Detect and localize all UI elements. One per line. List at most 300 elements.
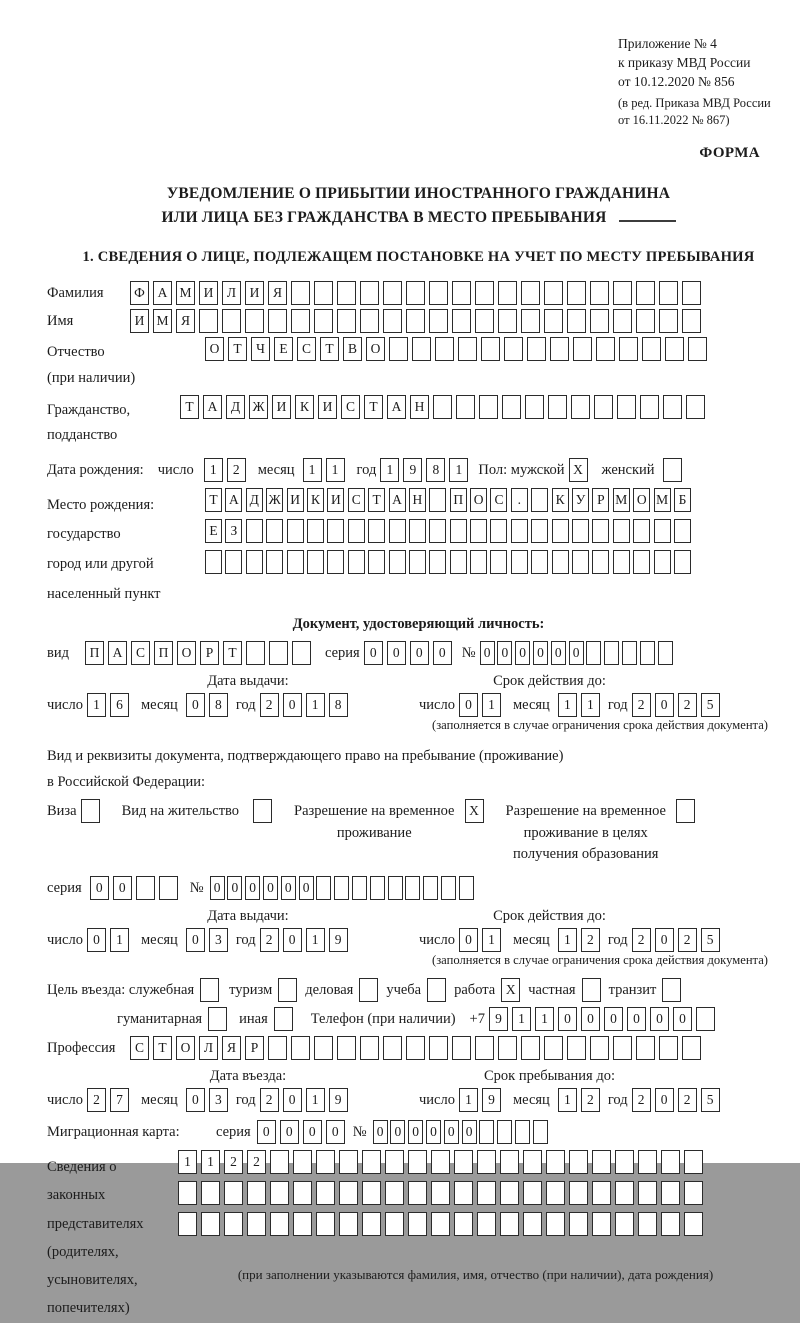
char-cell[interactable]: 1 bbox=[201, 1150, 220, 1174]
char-cell[interactable]: Ж bbox=[249, 395, 268, 419]
char-cell[interactable] bbox=[247, 1181, 266, 1205]
char-cell[interactable] bbox=[663, 395, 682, 419]
char-cell[interactable] bbox=[552, 550, 569, 574]
char-cell[interactable] bbox=[523, 1181, 542, 1205]
char-cell[interactable] bbox=[523, 1212, 542, 1236]
char-cell[interactable] bbox=[592, 1212, 611, 1236]
char-cell[interactable]: О bbox=[470, 488, 487, 512]
char-cell[interactable] bbox=[246, 519, 263, 543]
char-cell[interactable] bbox=[409, 519, 426, 543]
char-cell[interactable]: М bbox=[153, 309, 172, 333]
birth-year-field[interactable] bbox=[380, 458, 472, 482]
char-cell[interactable] bbox=[293, 1212, 312, 1236]
char-cell[interactable]: 1 bbox=[87, 693, 106, 717]
char-cell[interactable] bbox=[454, 1212, 473, 1236]
char-cell[interactable] bbox=[661, 1181, 680, 1205]
doc-number-field[interactable] bbox=[480, 641, 676, 665]
entry-year[interactable] bbox=[260, 1088, 352, 1112]
char-cell[interactable]: 2 bbox=[632, 693, 651, 717]
char-cell[interactable] bbox=[337, 309, 356, 333]
char-cell[interactable] bbox=[412, 337, 431, 361]
char-cell[interactable]: М bbox=[654, 488, 671, 512]
char-cell[interactable] bbox=[208, 1007, 227, 1031]
char-cell[interactable]: Д bbox=[246, 488, 263, 512]
char-cell[interactable] bbox=[334, 876, 349, 900]
char-cell[interactable]: 0 bbox=[373, 1120, 388, 1144]
char-cell[interactable]: А bbox=[153, 281, 172, 305]
char-cell[interactable] bbox=[523, 1150, 542, 1174]
char-cell[interactable]: 0 bbox=[303, 1120, 322, 1144]
char-cell[interactable] bbox=[500, 1181, 519, 1205]
char-cell[interactable] bbox=[661, 1212, 680, 1236]
char-cell[interactable]: 0 bbox=[581, 1007, 600, 1031]
char-cell[interactable]: 9 bbox=[329, 928, 348, 952]
char-cell[interactable] bbox=[475, 309, 494, 333]
char-cell[interactable]: 1 bbox=[306, 928, 325, 952]
representatives-row2[interactable] bbox=[178, 1181, 773, 1205]
char-cell[interactable]: Т bbox=[205, 488, 222, 512]
char-cell[interactable] bbox=[659, 309, 678, 333]
char-cell[interactable] bbox=[383, 309, 402, 333]
char-cell[interactable]: Е bbox=[274, 337, 293, 361]
char-cell[interactable] bbox=[636, 309, 655, 333]
char-cell[interactable]: . bbox=[511, 488, 528, 512]
char-cell[interactable] bbox=[511, 550, 528, 574]
char-cell[interactable] bbox=[531, 519, 548, 543]
char-cell[interactable]: Б bbox=[674, 488, 691, 512]
purpose-transit-checkbox[interactable] bbox=[662, 978, 685, 1002]
char-cell[interactable]: Я bbox=[222, 1036, 241, 1060]
char-cell[interactable] bbox=[638, 1150, 657, 1174]
char-cell[interactable]: 2 bbox=[632, 1088, 651, 1112]
char-cell[interactable]: А bbox=[108, 641, 127, 665]
temp-permit-checkbox[interactable] bbox=[465, 799, 488, 823]
char-cell[interactable]: 0 bbox=[113, 876, 132, 900]
char-cell[interactable]: О bbox=[176, 1036, 195, 1060]
char-cell[interactable]: 0 bbox=[283, 693, 302, 717]
char-cell[interactable]: С bbox=[130, 1036, 149, 1060]
char-cell[interactable] bbox=[567, 281, 586, 305]
visa-checkbox[interactable] bbox=[81, 799, 104, 823]
char-cell[interactable] bbox=[337, 1036, 356, 1060]
char-cell[interactable]: 0 bbox=[426, 1120, 441, 1144]
char-cell[interactable]: 0 bbox=[627, 1007, 646, 1031]
char-cell[interactable] bbox=[178, 1212, 197, 1236]
char-cell[interactable] bbox=[544, 281, 563, 305]
char-cell[interactable]: 0 bbox=[227, 876, 242, 900]
char-cell[interactable]: В bbox=[343, 337, 362, 361]
char-cell[interactable] bbox=[246, 641, 265, 665]
char-cell[interactable] bbox=[201, 1212, 220, 1236]
char-cell[interactable]: И bbox=[199, 281, 218, 305]
permit-number-field[interactable] bbox=[210, 876, 477, 900]
char-cell[interactable] bbox=[268, 309, 287, 333]
char-cell[interactable]: 2 bbox=[87, 1088, 106, 1112]
char-cell[interactable]: С bbox=[490, 488, 507, 512]
char-cell[interactable] bbox=[572, 519, 589, 543]
char-cell[interactable] bbox=[360, 309, 379, 333]
char-cell[interactable] bbox=[360, 1036, 379, 1060]
char-cell[interactable] bbox=[429, 519, 446, 543]
char-cell[interactable]: 3 bbox=[209, 1088, 228, 1112]
char-cell[interactable] bbox=[274, 1007, 293, 1031]
purpose-work-checkbox[interactable] bbox=[501, 978, 524, 1002]
doc-issue-year[interactable] bbox=[260, 693, 352, 717]
char-cell[interactable] bbox=[291, 1036, 310, 1060]
char-cell[interactable]: 2 bbox=[581, 928, 600, 952]
char-cell[interactable]: Л bbox=[199, 1036, 218, 1060]
char-cell[interactable]: Н bbox=[410, 395, 429, 419]
char-cell[interactable]: 1 bbox=[459, 1088, 478, 1112]
char-cell[interactable] bbox=[590, 309, 609, 333]
char-cell[interactable] bbox=[406, 1036, 425, 1060]
char-cell[interactable]: М bbox=[176, 281, 195, 305]
char-cell[interactable] bbox=[429, 488, 446, 512]
char-cell[interactable]: 0 bbox=[257, 1120, 276, 1144]
char-cell[interactable]: 5 bbox=[701, 693, 720, 717]
char-cell[interactable]: И bbox=[272, 395, 291, 419]
char-cell[interactable] bbox=[454, 1181, 473, 1205]
representatives-row3[interactable] bbox=[178, 1212, 773, 1236]
char-cell[interactable]: 2 bbox=[632, 928, 651, 952]
char-cell[interactable] bbox=[359, 978, 378, 1002]
char-cell[interactable]: К bbox=[552, 488, 569, 512]
char-cell[interactable] bbox=[619, 337, 638, 361]
purpose-humanitarian-checkbox[interactable] bbox=[208, 1007, 231, 1031]
char-cell[interactable] bbox=[479, 395, 498, 419]
char-cell[interactable] bbox=[348, 519, 365, 543]
char-cell[interactable] bbox=[521, 281, 540, 305]
char-cell[interactable]: Т bbox=[368, 488, 385, 512]
char-cell[interactable]: Т bbox=[320, 337, 339, 361]
char-cell[interactable]: 0 bbox=[326, 1120, 345, 1144]
char-cell[interactable] bbox=[477, 1212, 496, 1236]
char-cell[interactable] bbox=[533, 1120, 548, 1144]
char-cell[interactable] bbox=[327, 519, 344, 543]
char-cell[interactable]: Л bbox=[222, 281, 241, 305]
char-cell[interactable] bbox=[604, 641, 619, 665]
char-cell[interactable] bbox=[569, 1181, 588, 1205]
char-cell[interactable]: 0 bbox=[387, 641, 406, 665]
char-cell[interactable] bbox=[452, 281, 471, 305]
char-cell[interactable] bbox=[287, 519, 304, 543]
char-cell[interactable] bbox=[427, 978, 446, 1002]
char-cell[interactable]: 0 bbox=[283, 928, 302, 952]
stay-day[interactable] bbox=[459, 1088, 505, 1112]
char-cell[interactable]: Е bbox=[205, 519, 222, 543]
char-cell[interactable]: 2 bbox=[260, 1088, 279, 1112]
char-cell[interactable] bbox=[531, 488, 548, 512]
char-cell[interactable] bbox=[433, 395, 452, 419]
char-cell[interactable] bbox=[546, 1181, 565, 1205]
name-field[interactable] bbox=[130, 309, 705, 333]
char-cell[interactable]: 2 bbox=[678, 928, 697, 952]
char-cell[interactable]: 0 bbox=[459, 693, 478, 717]
char-cell[interactable] bbox=[615, 1181, 634, 1205]
char-cell[interactable]: 0 bbox=[410, 641, 429, 665]
char-cell[interactable] bbox=[572, 550, 589, 574]
char-cell[interactable]: 0 bbox=[186, 928, 205, 952]
char-cell[interactable] bbox=[431, 1212, 450, 1236]
char-cell[interactable] bbox=[586, 641, 601, 665]
char-cell[interactable] bbox=[201, 1181, 220, 1205]
char-cell[interactable] bbox=[389, 550, 406, 574]
char-cell[interactable] bbox=[293, 1150, 312, 1174]
char-cell[interactable]: 1 bbox=[178, 1150, 197, 1174]
char-cell[interactable]: 1 bbox=[512, 1007, 531, 1031]
permit-expiry-year[interactable] bbox=[632, 928, 724, 952]
char-cell[interactable]: 0 bbox=[245, 876, 260, 900]
char-cell[interactable] bbox=[435, 337, 454, 361]
char-cell[interactable] bbox=[406, 281, 425, 305]
entry-day[interactable] bbox=[87, 1088, 133, 1112]
char-cell[interactable]: 0 bbox=[515, 641, 530, 665]
char-cell[interactable] bbox=[590, 281, 609, 305]
purpose-official-checkbox[interactable] bbox=[200, 978, 223, 1002]
char-cell[interactable] bbox=[550, 337, 569, 361]
char-cell[interactable] bbox=[362, 1181, 381, 1205]
char-cell[interactable] bbox=[81, 799, 100, 823]
char-cell[interactable] bbox=[409, 550, 426, 574]
char-cell[interactable] bbox=[362, 1212, 381, 1236]
char-cell[interactable] bbox=[452, 1036, 471, 1060]
char-cell[interactable] bbox=[477, 1150, 496, 1174]
char-cell[interactable] bbox=[278, 978, 297, 1002]
char-cell[interactable] bbox=[498, 1036, 517, 1060]
char-cell[interactable]: 7 bbox=[110, 1088, 129, 1112]
char-cell[interactable] bbox=[544, 1036, 563, 1060]
char-cell[interactable] bbox=[613, 281, 632, 305]
entry-month[interactable] bbox=[186, 1088, 232, 1112]
char-cell[interactable] bbox=[429, 1036, 448, 1060]
char-cell[interactable]: С bbox=[341, 395, 360, 419]
char-cell[interactable]: 0 bbox=[459, 928, 478, 952]
char-cell[interactable]: С bbox=[297, 337, 316, 361]
char-cell[interactable]: 9 bbox=[489, 1007, 508, 1031]
char-cell[interactable] bbox=[293, 1181, 312, 1205]
char-cell[interactable]: А bbox=[203, 395, 222, 419]
char-cell[interactable] bbox=[640, 641, 655, 665]
char-cell[interactable] bbox=[452, 309, 471, 333]
stay-year[interactable] bbox=[632, 1088, 724, 1112]
char-cell[interactable] bbox=[224, 1181, 243, 1205]
char-cell[interactable] bbox=[498, 309, 517, 333]
char-cell[interactable] bbox=[316, 1181, 335, 1205]
doc-kind-field[interactable] bbox=[85, 641, 315, 665]
char-cell[interactable]: 0 bbox=[390, 1120, 405, 1144]
char-cell[interactable]: 0 bbox=[558, 1007, 577, 1031]
char-cell[interactable] bbox=[199, 309, 218, 333]
doc-expiry-year[interactable] bbox=[632, 693, 724, 717]
char-cell[interactable]: 0 bbox=[497, 641, 512, 665]
char-cell[interactable] bbox=[642, 337, 661, 361]
char-cell[interactable]: 9 bbox=[482, 1088, 501, 1112]
char-cell[interactable] bbox=[654, 550, 671, 574]
char-cell[interactable] bbox=[567, 309, 586, 333]
char-cell[interactable] bbox=[450, 519, 467, 543]
char-cell[interactable]: 3 bbox=[209, 928, 228, 952]
doc-issue-month[interactable] bbox=[186, 693, 232, 717]
char-cell[interactable]: X bbox=[501, 978, 520, 1002]
char-cell[interactable] bbox=[498, 281, 517, 305]
char-cell[interactable] bbox=[339, 1212, 358, 1236]
char-cell[interactable]: С bbox=[131, 641, 150, 665]
char-cell[interactable]: И bbox=[130, 309, 149, 333]
char-cell[interactable]: 1 bbox=[558, 1088, 577, 1112]
char-cell[interactable]: Я bbox=[176, 309, 195, 333]
char-cell[interactable] bbox=[314, 1036, 333, 1060]
mc-number-field[interactable] bbox=[373, 1120, 551, 1144]
char-cell[interactable] bbox=[423, 876, 438, 900]
char-cell[interactable] bbox=[592, 519, 609, 543]
char-cell[interactable]: 1 bbox=[303, 458, 322, 482]
char-cell[interactable] bbox=[459, 876, 474, 900]
char-cell[interactable] bbox=[456, 395, 475, 419]
char-cell[interactable]: 2 bbox=[678, 693, 697, 717]
char-cell[interactable]: Ф bbox=[130, 281, 149, 305]
char-cell[interactable] bbox=[490, 550, 507, 574]
char-cell[interactable] bbox=[178, 1181, 197, 1205]
char-cell[interactable] bbox=[654, 519, 671, 543]
permit-issue-month[interactable] bbox=[186, 928, 232, 952]
char-cell[interactable] bbox=[531, 550, 548, 574]
char-cell[interactable] bbox=[592, 1181, 611, 1205]
char-cell[interactable] bbox=[253, 799, 272, 823]
char-cell[interactable] bbox=[546, 1212, 565, 1236]
char-cell[interactable] bbox=[684, 1181, 703, 1205]
char-cell[interactable] bbox=[638, 1181, 657, 1205]
char-cell[interactable]: 0 bbox=[673, 1007, 692, 1031]
char-cell[interactable]: 1 bbox=[535, 1007, 554, 1031]
char-cell[interactable]: Д bbox=[226, 395, 245, 419]
char-cell[interactable] bbox=[429, 550, 446, 574]
char-cell[interactable]: 8 bbox=[209, 693, 228, 717]
char-cell[interactable] bbox=[266, 550, 283, 574]
char-cell[interactable]: З bbox=[225, 519, 242, 543]
edu-permit-checkbox[interactable] bbox=[676, 799, 699, 823]
char-cell[interactable] bbox=[268, 1036, 287, 1060]
doc-expiry-day[interactable] bbox=[459, 693, 505, 717]
char-cell[interactable] bbox=[458, 337, 477, 361]
doc-issue-day[interactable] bbox=[87, 693, 133, 717]
char-cell[interactable] bbox=[613, 309, 632, 333]
char-cell[interactable]: 0 bbox=[408, 1120, 423, 1144]
permit-series-field[interactable] bbox=[90, 876, 182, 900]
char-cell[interactable]: А bbox=[387, 395, 406, 419]
char-cell[interactable] bbox=[662, 978, 681, 1002]
char-cell[interactable]: Ж bbox=[266, 488, 283, 512]
char-cell[interactable] bbox=[406, 309, 425, 333]
char-cell[interactable] bbox=[676, 799, 695, 823]
char-cell[interactable]: 0 bbox=[186, 1088, 205, 1112]
char-cell[interactable] bbox=[454, 1150, 473, 1174]
char-cell[interactable]: 0 bbox=[604, 1007, 623, 1031]
char-cell[interactable]: 9 bbox=[329, 1088, 348, 1112]
permit-expiry-day[interactable] bbox=[459, 928, 505, 952]
char-cell[interactable]: 5 bbox=[701, 928, 720, 952]
char-cell[interactable] bbox=[622, 641, 637, 665]
char-cell[interactable]: 1 bbox=[558, 928, 577, 952]
char-cell[interactable]: Т bbox=[364, 395, 383, 419]
purpose-study-checkbox[interactable] bbox=[427, 978, 450, 1002]
char-cell[interactable]: Р bbox=[245, 1036, 264, 1060]
char-cell[interactable] bbox=[682, 309, 701, 333]
char-cell[interactable]: О bbox=[177, 641, 196, 665]
stay-month[interactable] bbox=[558, 1088, 604, 1112]
char-cell[interactable] bbox=[665, 337, 684, 361]
char-cell[interactable] bbox=[225, 550, 242, 574]
char-cell[interactable]: О bbox=[205, 337, 224, 361]
char-cell[interactable]: 1 bbox=[326, 458, 345, 482]
char-cell[interactable] bbox=[388, 876, 403, 900]
char-cell[interactable] bbox=[292, 641, 311, 665]
char-cell[interactable]: О bbox=[633, 488, 650, 512]
char-cell[interactable] bbox=[636, 1036, 655, 1060]
char-cell[interactable] bbox=[307, 550, 324, 574]
char-cell[interactable] bbox=[270, 1212, 289, 1236]
char-cell[interactable] bbox=[339, 1181, 358, 1205]
char-cell[interactable] bbox=[370, 876, 385, 900]
char-cell[interactable]: 0 bbox=[280, 1120, 299, 1144]
char-cell[interactable]: 0 bbox=[90, 876, 109, 900]
char-cell[interactable]: 0 bbox=[186, 693, 205, 717]
char-cell[interactable] bbox=[477, 1181, 496, 1205]
char-cell[interactable] bbox=[307, 519, 324, 543]
char-cell[interactable] bbox=[544, 309, 563, 333]
purpose-other-checkbox[interactable] bbox=[274, 1007, 297, 1031]
char-cell[interactable] bbox=[613, 1036, 632, 1060]
char-cell[interactable] bbox=[500, 1212, 519, 1236]
char-cell[interactable] bbox=[613, 550, 630, 574]
char-cell[interactable]: Н bbox=[409, 488, 426, 512]
residence-permit-checkbox[interactable] bbox=[253, 799, 276, 823]
char-cell[interactable]: И bbox=[245, 281, 264, 305]
char-cell[interactable] bbox=[266, 519, 283, 543]
char-cell[interactable] bbox=[617, 395, 636, 419]
char-cell[interactable] bbox=[222, 309, 241, 333]
char-cell[interactable] bbox=[247, 1212, 266, 1236]
sex-female-checkbox[interactable] bbox=[663, 458, 686, 482]
char-cell[interactable]: 0 bbox=[444, 1120, 459, 1144]
char-cell[interactable]: Т bbox=[228, 337, 247, 361]
char-cell[interactable] bbox=[475, 281, 494, 305]
char-cell[interactable]: Р bbox=[200, 641, 219, 665]
char-cell[interactable]: X bbox=[465, 799, 484, 823]
char-cell[interactable]: 2 bbox=[247, 1150, 266, 1174]
char-cell[interactable] bbox=[658, 641, 673, 665]
char-cell[interactable]: 0 bbox=[462, 1120, 477, 1144]
char-cell[interactable] bbox=[385, 1150, 404, 1174]
char-cell[interactable] bbox=[569, 1150, 588, 1174]
birth-place-row3[interactable] bbox=[205, 550, 694, 574]
char-cell[interactable] bbox=[633, 550, 650, 574]
char-cell[interactable] bbox=[511, 519, 528, 543]
char-cell[interactable] bbox=[316, 1212, 335, 1236]
char-cell[interactable] bbox=[431, 1150, 450, 1174]
char-cell[interactable]: О bbox=[366, 337, 385, 361]
char-cell[interactable] bbox=[408, 1181, 427, 1205]
permit-issue-day[interactable] bbox=[87, 928, 133, 952]
char-cell[interactable] bbox=[500, 1150, 519, 1174]
char-cell[interactable]: П bbox=[450, 488, 467, 512]
char-cell[interactable]: 0 bbox=[655, 693, 674, 717]
char-cell[interactable] bbox=[682, 281, 701, 305]
char-cell[interactable] bbox=[314, 309, 333, 333]
char-cell[interactable] bbox=[246, 550, 263, 574]
profession-field[interactable] bbox=[130, 1036, 705, 1060]
char-cell[interactable] bbox=[552, 519, 569, 543]
birth-day-field[interactable] bbox=[204, 458, 250, 482]
